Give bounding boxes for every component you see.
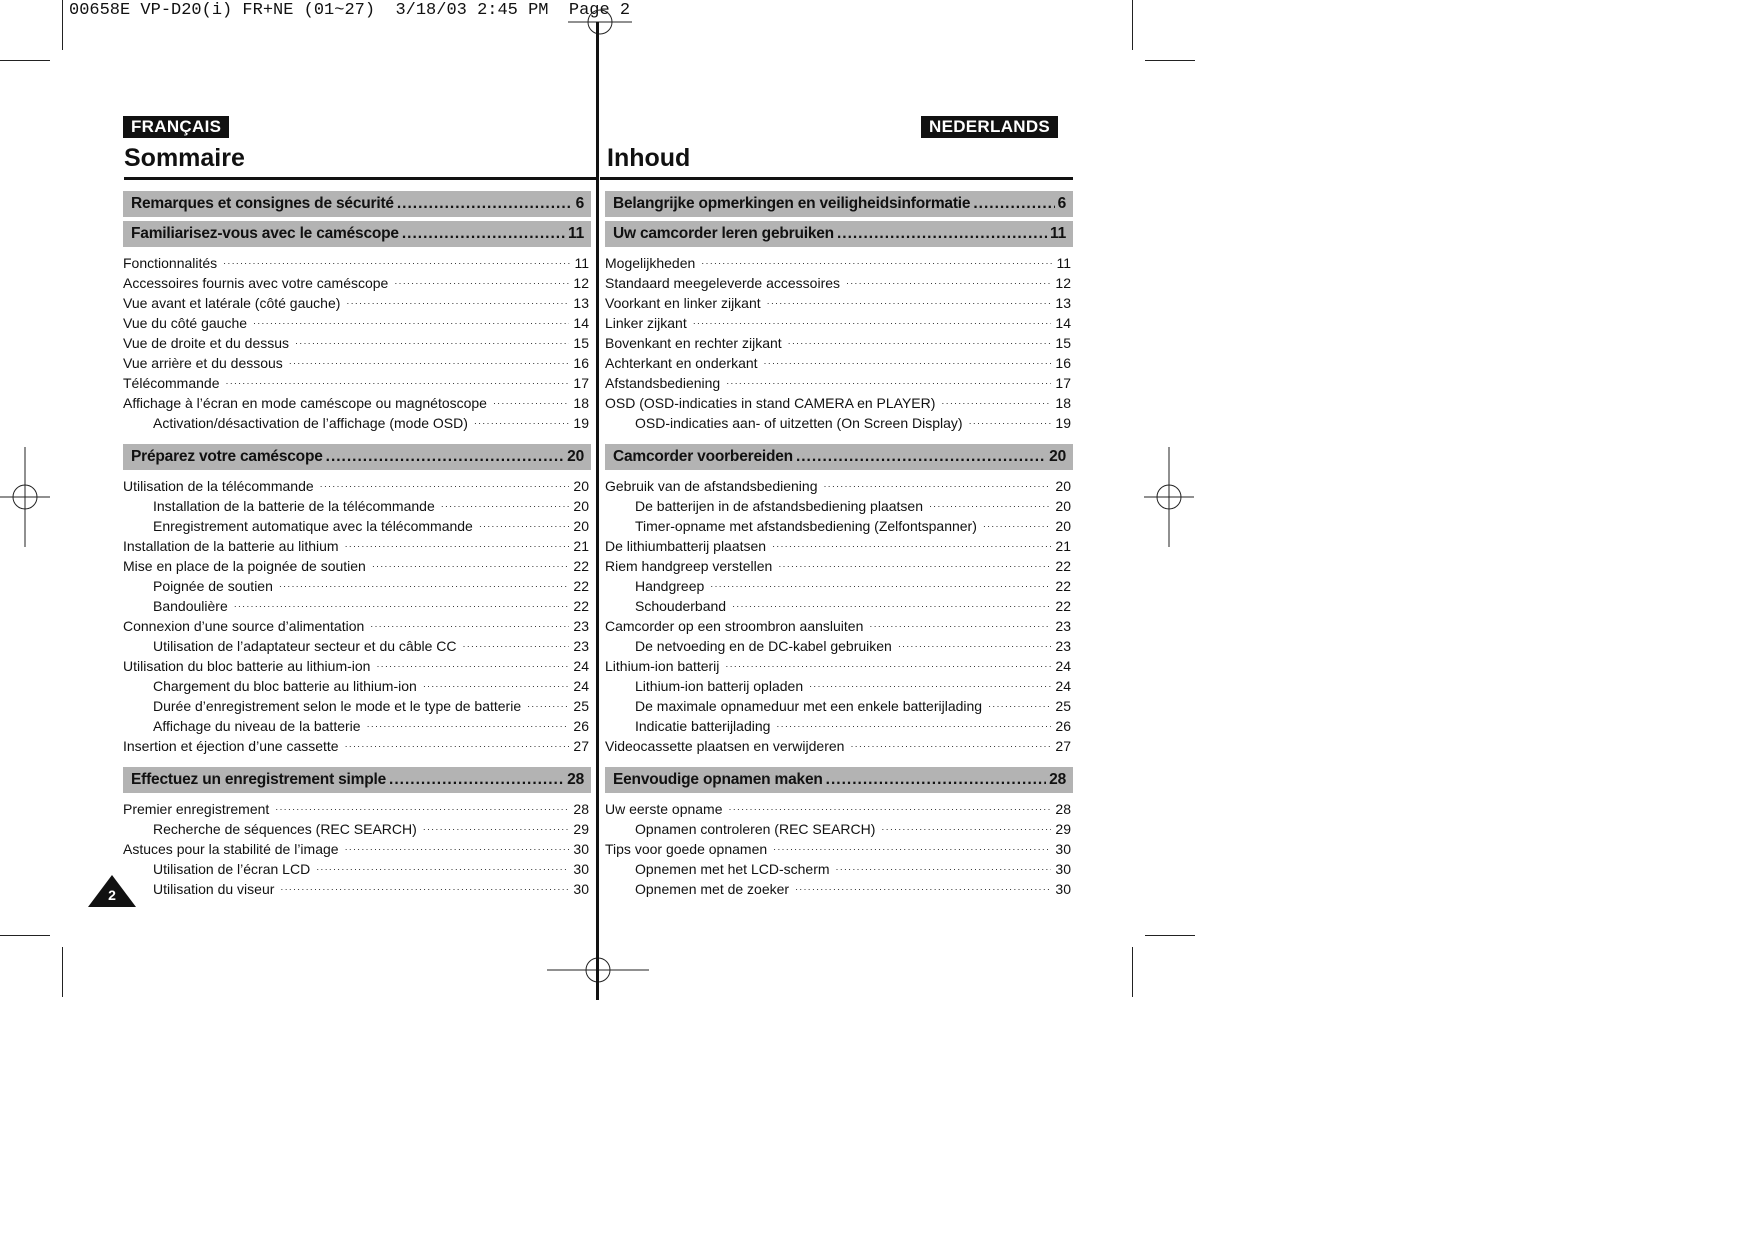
dot-leader: [320, 476, 570, 496]
toc-entry-text: Installation de la batterie au lithium: [123, 538, 339, 554]
toc-entry-page: 27: [573, 738, 589, 754]
toc-entry-text: Astuces pour la stabilité de l’image: [123, 841, 339, 857]
toc-entry-page: 12: [573, 275, 589, 291]
toc-entry-text: Poignée de soutien: [153, 578, 273, 594]
toc-entry: [605, 313, 1073, 333]
toc-entry-page: 30: [573, 861, 589, 877]
toc-fr: [123, 191, 591, 910]
toc-entry: [605, 616, 1073, 636]
toc-entry-text: Recherche de séquences (REC SEARCH): [153, 821, 417, 837]
dot-leader: [345, 736, 570, 756]
toc-entry-text: De netvoeding en de DC-kabel gebruiken: [635, 638, 892, 654]
toc-entry-text: OSD-indicaties aan- of uitzetten (On Screen Display): [635, 415, 963, 431]
toc-entry-text: Indicatie batterijlading: [635, 718, 771, 734]
toc-entry-page: 29: [1055, 821, 1071, 837]
page-title-fr: Sommaire: [124, 144, 245, 172]
registration-mark-icon: [568, 0, 632, 40]
toc-entry-page: 22: [573, 598, 589, 614]
toc-entry: [605, 253, 1073, 273]
dot-leader: [836, 859, 1052, 879]
toc-entry-page: 20: [1055, 478, 1071, 494]
toc-entry-page: 16: [1055, 355, 1071, 371]
toc-entry: [605, 413, 1073, 433]
dot-leader: [772, 536, 1051, 556]
title-rule: [124, 177, 596, 180]
toc-entry: [123, 393, 591, 413]
toc-entry: [123, 273, 591, 293]
dot-leader: [773, 839, 1051, 859]
dot-leader: [370, 616, 569, 636]
toc-entry-page: 16: [573, 355, 589, 371]
toc-entry: [605, 273, 1073, 293]
toc-entry: [123, 253, 591, 273]
toc-entry: [123, 293, 591, 313]
dot-leader: [275, 799, 569, 819]
toc-entry-page: 20: [573, 518, 589, 534]
toc-entry: [605, 676, 1073, 696]
toc-entry-page: 24: [1055, 678, 1071, 694]
toc-entry-text: Affichage du niveau de la batterie: [153, 718, 361, 734]
toc-entry: [123, 576, 591, 596]
toc-entry-page: 25: [573, 698, 589, 714]
toc-entry-page: 25: [1055, 698, 1071, 714]
toc-entry: [123, 799, 591, 819]
toc-entry-page: 23: [573, 638, 589, 654]
dot-leader: [423, 676, 570, 696]
toc-entry-text: De maximale opnameduur met een enkele batterijlading: [635, 698, 983, 714]
toc-entry-text: Connexion d’une source d’alimentation: [123, 618, 365, 634]
column-divider: [596, 22, 599, 1000]
toc-entry-text: Utilisation du viseur: [153, 881, 275, 897]
toc-entry-text: Bandoulière: [153, 598, 228, 614]
toc-entry-page: 22: [573, 558, 589, 574]
dot-leader: [226, 373, 570, 393]
dot-leader: [776, 716, 1051, 736]
toc-entry-page: 17: [573, 375, 589, 391]
crop-mark: [1132, 947, 1133, 997]
section-title: Camcorder voorbereiden: [613, 448, 793, 465]
dot-leader: [732, 596, 1051, 616]
toc-entry-text: Chargement du bloc batterie au lithium-ion: [153, 678, 417, 694]
toc-entry-page: 30: [1055, 881, 1071, 897]
dot-leader: [389, 767, 564, 793]
dot-leader: [701, 253, 1052, 273]
section-title: Uw camcorder leren gebruiken: [613, 225, 834, 242]
dot-leader: [881, 819, 1051, 839]
section-page: 20: [567, 448, 584, 465]
language-label-nl: NEDERLANDS: [921, 116, 1058, 138]
toc-entry: [605, 516, 1073, 536]
dot-leader: [726, 373, 1051, 393]
toc-entry-text: Uw eerste opname: [605, 801, 723, 817]
toc-entry-page: 27: [1055, 738, 1071, 754]
toc-entry-text: Vue du côté gauche: [123, 315, 248, 331]
toc-entry-text: Opnemen met de zoeker: [635, 881, 790, 897]
toc-entry: [123, 819, 591, 839]
title-rule: [600, 177, 1073, 180]
crop-mark: [0, 935, 50, 936]
dot-leader: [280, 879, 569, 899]
dot-leader: [823, 476, 1051, 496]
toc-item-list: [605, 799, 1073, 899]
dot-leader: [463, 636, 570, 656]
section-heading: [123, 191, 591, 217]
dot-leader: [345, 536, 570, 556]
toc-entry: [605, 879, 1073, 899]
toc-entry: [605, 636, 1073, 656]
section-heading: [123, 767, 591, 793]
toc-entry-text: De batterijen in de afstandsbediening plaatsen: [635, 498, 923, 514]
dot-leader: [316, 859, 569, 879]
toc-entry-text: Gebruik van de afstandsbediening: [605, 478, 818, 494]
toc-entry: [123, 516, 591, 536]
toc-item-list: [123, 799, 591, 899]
toc-entry-text: Timer-opname met afstandsbediening (Zelfontspanner): [635, 518, 977, 534]
toc-entry: [123, 476, 591, 496]
toc-entry-page: 30: [1055, 861, 1071, 877]
dot-leader: [826, 767, 1046, 793]
toc-entry-text: Vue arrière et du dessous: [123, 355, 283, 371]
toc-entry-text: Insertion et éjection d’une cassette: [123, 738, 339, 754]
dot-leader: [295, 333, 569, 353]
dot-leader: [796, 444, 1046, 470]
toc-entry-text: Afstandsbediening: [605, 375, 721, 391]
toc-entry-text: Opnamen controleren (REC SEARCH): [635, 821, 876, 837]
section-title: Remarques et consignes de sécurité: [131, 195, 394, 212]
toc-entry: [605, 596, 1073, 616]
toc-entry-page: 21: [1055, 538, 1071, 554]
toc-entry-page: 20: [1055, 498, 1071, 514]
dot-leader: [223, 253, 570, 273]
toc-entry-page: 26: [1055, 718, 1071, 734]
toc-entry-page: 30: [1055, 841, 1071, 857]
dot-leader: [725, 656, 1051, 676]
crop-mark: [1132, 0, 1133, 50]
toc-entry: [123, 676, 591, 696]
section-title: Effectuez un enregistrement simple: [131, 771, 387, 788]
toc-entry: [605, 696, 1073, 716]
section-title: Eenvoudige opnamen maken: [613, 771, 823, 788]
toc-entry-page: 13: [573, 295, 589, 311]
toc-entry-page: 30: [573, 881, 589, 897]
dot-leader: [778, 556, 1051, 576]
toc-entry-text: Enregistrement automatique avec la télécommande: [153, 518, 473, 534]
toc-entry-page: 13: [1055, 295, 1071, 311]
toc-entry-page: 22: [1055, 558, 1071, 574]
crop-mark: [62, 947, 63, 997]
toc-entry: [605, 353, 1073, 373]
section-page: 6: [575, 195, 584, 212]
toc-entry-page: 28: [573, 801, 589, 817]
toc-entry-page: 18: [1055, 395, 1071, 411]
toc-entry: [123, 413, 591, 433]
page-number: 2: [108, 887, 116, 903]
dot-leader: [376, 656, 569, 676]
toc-entry-text: Mogelijkheden: [605, 255, 696, 271]
toc-entry: [123, 496, 591, 516]
toc-entry: [123, 879, 591, 899]
toc-entry-page: 20: [573, 498, 589, 514]
section-page: 11: [1050, 225, 1066, 242]
toc-entry-text: Activation/désactivation de l’affichage (mode OSD): [153, 415, 468, 431]
toc-entry-text: Handgreep: [635, 578, 705, 594]
dot-leader: [693, 313, 1052, 333]
toc-entry-page: 23: [1055, 638, 1071, 654]
dot-leader: [367, 716, 570, 736]
section-heading: [605, 221, 1073, 247]
toc-entry-text: Achterkant en onderkant: [605, 355, 758, 371]
toc-entry-page: 11: [574, 255, 589, 271]
section-title: Familiarisez-vous avec le caméscope: [131, 225, 399, 242]
toc-entry-page: 12: [1055, 275, 1071, 291]
toc-entry: [605, 736, 1073, 756]
toc-entry-page: 22: [1055, 578, 1071, 594]
toc-entry: [605, 496, 1073, 516]
toc-entry: [123, 373, 591, 393]
print-slug: 00658E VP-D20(i) FR+NE (01~27) 3/18/03 2:45 PM Page 2: [69, 1, 631, 20]
dot-leader: [527, 696, 569, 716]
dot-leader: [397, 191, 573, 217]
toc-entry: [605, 393, 1073, 413]
dot-leader: [326, 444, 565, 470]
language-label-fr: FRANÇAIS: [123, 116, 229, 138]
toc-entry-page: 24: [573, 658, 589, 674]
dot-leader: [983, 516, 1052, 536]
toc-entry-page: 15: [573, 335, 589, 351]
dot-leader: [969, 413, 1052, 433]
toc-entry-page: 15: [1055, 335, 1071, 351]
dot-leader: [973, 191, 1054, 217]
toc-entry-text: Schouderband: [635, 598, 727, 614]
dot-leader: [809, 676, 1051, 696]
toc-entry: [123, 333, 591, 353]
dot-leader: [479, 516, 570, 536]
toc-entry-page: 11: [1056, 255, 1071, 271]
toc-entry-page: 14: [573, 315, 589, 331]
dot-leader: [837, 221, 1047, 247]
toc-entry-page: 18: [573, 395, 589, 411]
dot-leader: [289, 353, 570, 373]
toc-entry-page: 30: [573, 841, 589, 857]
toc-entry-text: Utilisation du bloc batterie au lithium-ion: [123, 658, 371, 674]
dot-leader: [493, 393, 569, 413]
toc-entry: [123, 859, 591, 879]
dot-leader: [346, 293, 569, 313]
toc-entry-page: 14: [1055, 315, 1071, 331]
registration-mark-icon: [0, 447, 50, 547]
dot-leader: [764, 353, 1052, 373]
dot-leader: [372, 556, 570, 576]
toc-entry: [123, 313, 591, 333]
toc-entry-page: 21: [573, 538, 589, 554]
toc-entry-text: Linker zijkant: [605, 315, 687, 331]
dot-leader: [898, 636, 1052, 656]
toc-entry-page: 23: [573, 618, 589, 634]
crop-mark: [62, 0, 63, 50]
toc-entry-text: Riem handgreep verstellen: [605, 558, 773, 574]
toc-entry-page: 24: [1055, 658, 1071, 674]
toc-entry-text: Lithium-ion batterij: [605, 658, 720, 674]
toc-entry-text: Vue de droite et du dessus: [123, 335, 290, 351]
dot-leader: [846, 273, 1051, 293]
toc-entry: [123, 353, 591, 373]
toc-entry-text: Utilisation de l’adaptateur secteur et du câble CC: [153, 638, 457, 654]
crop-mark: [1145, 935, 1195, 936]
toc-entry-page: 20: [1055, 518, 1071, 534]
toc-entry-text: Mise en place de la poignée de soutien: [123, 558, 366, 574]
toc-entry-text: Videocassette plaatsen en verwijderen: [605, 738, 845, 754]
section-heading: [605, 767, 1073, 793]
toc-entry-text: Camcorder op een stroombron aansluiten: [605, 618, 864, 634]
toc-entry: [605, 293, 1073, 313]
toc-entry-page: 26: [573, 718, 589, 734]
toc-entry: [123, 656, 591, 676]
toc-entry-text: Opnemen met het LCD-scherm: [635, 861, 830, 877]
dot-leader: [988, 696, 1051, 716]
section-page: 20: [1049, 448, 1066, 465]
toc-entry-text: OSD (OSD-indicaties in stand CAMERA en PLAYER): [605, 395, 936, 411]
dot-leader: [788, 333, 1052, 353]
toc-entry: [123, 696, 591, 716]
dot-leader: [929, 496, 1051, 516]
toc-entry: [605, 536, 1073, 556]
dot-leader: [423, 819, 570, 839]
toc-entry: [605, 656, 1073, 676]
toc-entry-page: 23: [1055, 618, 1071, 634]
crop-mark: [0, 60, 50, 61]
toc-entry-page: 17: [1055, 375, 1071, 391]
dot-leader: [795, 879, 1051, 899]
toc-entry: [605, 819, 1073, 839]
toc-entry-text: Bovenkant en rechter zijkant: [605, 335, 782, 351]
toc-entry: [123, 636, 591, 656]
toc-entry: [605, 716, 1073, 736]
section-heading: [605, 444, 1073, 470]
toc-entry-page: 24: [573, 678, 589, 694]
dot-leader: [474, 413, 570, 433]
toc-entry: [605, 333, 1073, 353]
dot-leader: [710, 576, 1051, 596]
toc-entry-text: Tips voor goede opnamen: [605, 841, 768, 857]
dot-leader: [402, 221, 565, 247]
dot-leader: [234, 596, 570, 616]
toc-entry-text: Télécommande: [123, 375, 220, 391]
toc-entry: [123, 839, 591, 859]
toc-item-list: [123, 253, 591, 433]
toc-entry-text: Installation de la batterie de la télécommande: [153, 498, 435, 514]
section-page: 28: [1049, 771, 1066, 788]
toc-nl: [605, 191, 1073, 910]
section-title: Belangrijke opmerkingen en veiligheidsinformatie: [613, 195, 971, 212]
section-page: 11: [568, 225, 584, 242]
toc-entry-text: Vue avant et latérale (côté gauche): [123, 295, 341, 311]
toc-entry: [123, 536, 591, 556]
toc-entry: [123, 736, 591, 756]
toc-entry-text: Accessoires fournis avec votre caméscope: [123, 275, 389, 291]
dot-leader: [441, 496, 570, 516]
toc-entry-text: De lithiumbatterij plaatsen: [605, 538, 767, 554]
registration-mark-icon: [1144, 447, 1194, 547]
toc-entry: [123, 596, 591, 616]
toc-entry: [605, 476, 1073, 496]
dot-leader: [850, 736, 1051, 756]
dot-leader: [279, 576, 570, 596]
toc-item-list: [123, 476, 591, 756]
toc-entry-text: Affichage à l’écran en mode caméscope ou magnétoscope: [123, 395, 487, 411]
toc-entry: [605, 556, 1073, 576]
toc-entry-page: 28: [1055, 801, 1071, 817]
toc-entry: [123, 716, 591, 736]
dot-leader: [869, 616, 1051, 636]
dot-leader: [767, 293, 1052, 313]
toc-entry: [605, 373, 1073, 393]
toc-entry: [605, 799, 1073, 819]
crop-mark: [1145, 60, 1195, 61]
toc-entry: [123, 556, 591, 576]
dot-leader: [729, 799, 1052, 819]
dot-leader: [345, 839, 570, 859]
toc-entry-page: 19: [1055, 415, 1071, 431]
toc-entry-page: 22: [573, 578, 589, 594]
toc-entry-text: Premier enregistrement: [123, 801, 270, 817]
dot-leader: [394, 273, 569, 293]
toc-entry: [605, 859, 1073, 879]
section-title: Préparez votre caméscope: [131, 448, 323, 465]
toc-entry-text: Voorkant en linker zijkant: [605, 295, 761, 311]
toc-entry-text: Durée d’enregistrement selon le mode et le type de batterie: [153, 698, 522, 714]
toc-entry: [605, 576, 1073, 596]
toc-entry-text: Lithium-ion batterij opladen: [635, 678, 804, 694]
section-heading: [605, 191, 1073, 217]
toc-entry-text: Fonctionnalités: [123, 255, 218, 271]
page-title-nl: Inhoud: [607, 144, 691, 172]
toc-entry-page: 20: [573, 478, 589, 494]
toc-entry: [123, 616, 591, 636]
section-heading: [123, 221, 591, 247]
dot-leader: [941, 393, 1051, 413]
toc-item-list: [605, 476, 1073, 756]
toc-entry-page: 22: [1055, 598, 1071, 614]
toc-entry-text: Standaard meegeleverde accessoires: [605, 275, 841, 291]
toc-entry: [605, 839, 1073, 859]
section-page: 6: [1057, 195, 1066, 212]
toc-item-list: [605, 253, 1073, 433]
toc-entry-text: Utilisation de l’écran LCD: [153, 861, 311, 877]
toc-entry-text: Utilisation de la télécommande: [123, 478, 314, 494]
dot-leader: [253, 313, 569, 333]
section-heading: [123, 444, 591, 470]
toc-entry-page: 29: [573, 821, 589, 837]
toc-entry-page: 19: [573, 415, 589, 431]
section-page: 28: [567, 771, 584, 788]
